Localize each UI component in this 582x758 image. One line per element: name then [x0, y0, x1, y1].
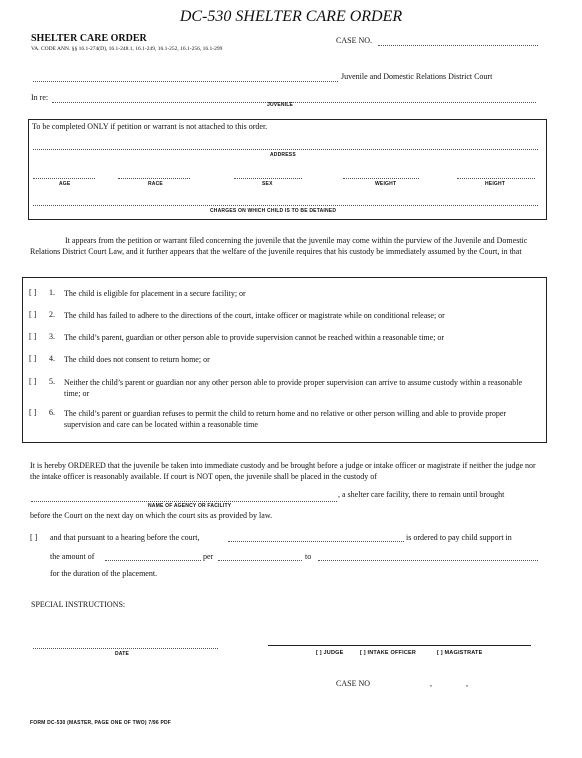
support-order-checkbox[interactable]: [ ] — [30, 533, 38, 542]
payee-field[interactable] — [318, 560, 538, 561]
condition-2-checkbox[interactable]: [ ] — [29, 310, 37, 319]
agency-caption: NAME OF AGENCY OR FACILITY — [148, 503, 232, 509]
condition-1-number: 1. — [49, 288, 55, 297]
condition-3-checkbox[interactable]: [ ] — [29, 332, 37, 341]
amount-field[interactable] — [105, 560, 201, 561]
case-no-label: CASE NO. — [336, 36, 373, 45]
judge-checkbox[interactable]: [ ] JUDGE — [316, 650, 344, 656]
footer-case-no-label: CASE NO — [336, 679, 371, 688]
condition-4-checkbox[interactable]: [ ] — [29, 354, 37, 363]
height-field[interactable] — [457, 178, 535, 179]
info-box-heading: To be completed ONLY if petition or warrant is not attached to this order. — [32, 122, 268, 131]
agency-field[interactable] — [31, 501, 337, 502]
condition-6-text: The child’s parent or guardian refuses to permit the child to return home and no relative or other person willing and able to provide proper supervision and care can be located within a reasonable time — [64, 409, 507, 429]
condition-4-number: 4. — [49, 354, 55, 363]
height-caption: HEIGHT — [485, 181, 506, 187]
condition-6-checkbox[interactable]: [ ] — [29, 408, 37, 417]
form-footer: FORM DC-530 (MASTER, PAGE ONE OF TWO) 7/96 PDF — [30, 720, 172, 726]
intake-officer-checkbox[interactable]: [ ] INTAKE OFFICER — [360, 650, 417, 656]
date-caption: DATE — [115, 651, 130, 657]
race-caption: RACE — [148, 181, 163, 187]
sex-caption: SEX — [262, 181, 273, 187]
form-title: DC-530 SHELTER CARE ORDER — [179, 8, 403, 25]
in-re-label: In re: — [31, 93, 49, 102]
order-paragraph: It is hereby ORDERED that the juvenile be taken into immediate custody and be brought before a judge or intake officer or magistrate if neither the judge nor the intake officer is reasonably available. If court is NOT open, the juvenile shall be placed in the custody of — [30, 461, 536, 481]
shelter-text: , a shelter care facility, there to remain until brought — [338, 490, 505, 499]
weight-field[interactable] — [343, 178, 419, 179]
court-name-field[interactable] — [33, 81, 338, 82]
code-reference: VA. CODE ANN. §§ 16.1-274(D), 16.1-248.1, 16.1-249, 16.1-252, 16.1-256, 16.1-299 — [31, 46, 223, 52]
condition-3-number: 3. — [49, 332, 55, 341]
date-field[interactable] — [33, 648, 218, 649]
condition-1-text: The child is eligible for placement in a secure facility; or — [64, 289, 246, 298]
age-caption: AGE — [59, 181, 71, 187]
signature-line[interactable] — [268, 645, 531, 646]
charges-caption: CHARGES ON WHICH CHILD IS TO BE DETAINED — [210, 208, 337, 214]
support-text: is ordered to pay child support in — [406, 533, 512, 542]
magistrate-checkbox[interactable]: [ ] MAGISTRATE — [437, 650, 483, 656]
condition-6-number: 6. — [49, 408, 55, 417]
race-field[interactable] — [118, 178, 190, 179]
address-caption: ADDRESS — [270, 152, 296, 158]
and-that-text: and that pursuant to a hearing before the court, — [50, 533, 200, 542]
sex-field[interactable] — [234, 178, 302, 179]
period-field[interactable] — [218, 560, 302, 561]
intro-paragraph: It appears from the petition or warrant filed concerning the juvenile that the juvenile may come within the purview of the Juvenile and Domestic Relations District Court Law, and it further appears that the welfare of the juvenile requires that his custody be immediately assumed by the Court, in that — [30, 236, 528, 256]
per-label: per — [203, 552, 214, 561]
weight-caption: WEIGHT — [375, 181, 397, 187]
charges-field[interactable] — [33, 205, 538, 206]
before-court-text: before the Court on the next day on which the court sits as provided by law. — [30, 511, 273, 520]
form-subtitle: SHELTER CARE ORDER — [31, 33, 147, 44]
condition-1-checkbox[interactable]: [ ] — [29, 288, 37, 297]
footer-comma-2: , — [466, 679, 468, 688]
footer-comma-1: , — [430, 679, 432, 688]
juvenile-caption: JUVENILE — [267, 102, 294, 108]
age-field[interactable] — [33, 178, 95, 179]
address-field[interactable] — [33, 149, 538, 150]
amount-label: the amount of — [50, 552, 95, 561]
condition-5-text: Neither the child’s parent or guardian nor any other person able to provide proper supervision can arrive to assume custody within a reasonable time; or — [64, 378, 523, 398]
condition-4-text: The child does not consent to return home; or — [64, 355, 210, 364]
special-instructions-label: SPECIAL INSTRUCTIONS: — [31, 600, 126, 609]
court-label: Juvenile and Domestic Relations District Court — [341, 72, 493, 81]
juvenile-name-field[interactable] — [52, 102, 536, 103]
case-no-field[interactable] — [378, 45, 538, 46]
condition-5-number: 5. — [49, 377, 55, 386]
to-label: to — [305, 552, 312, 561]
duration-text: for the duration of the placement. — [50, 569, 158, 578]
payer-name-field[interactable] — [228, 541, 404, 542]
condition-2-number: 2. — [49, 310, 55, 319]
condition-2-text: The child has failed to adhere to the directions of the court, intake officer or magistrate while on conditional release; or — [64, 311, 445, 320]
condition-5-checkbox[interactable]: [ ] — [29, 377, 37, 386]
condition-3-text: The child’s parent, guardian or other person able to provide supervision cannot be reached within a reasonable time; or — [64, 333, 445, 342]
